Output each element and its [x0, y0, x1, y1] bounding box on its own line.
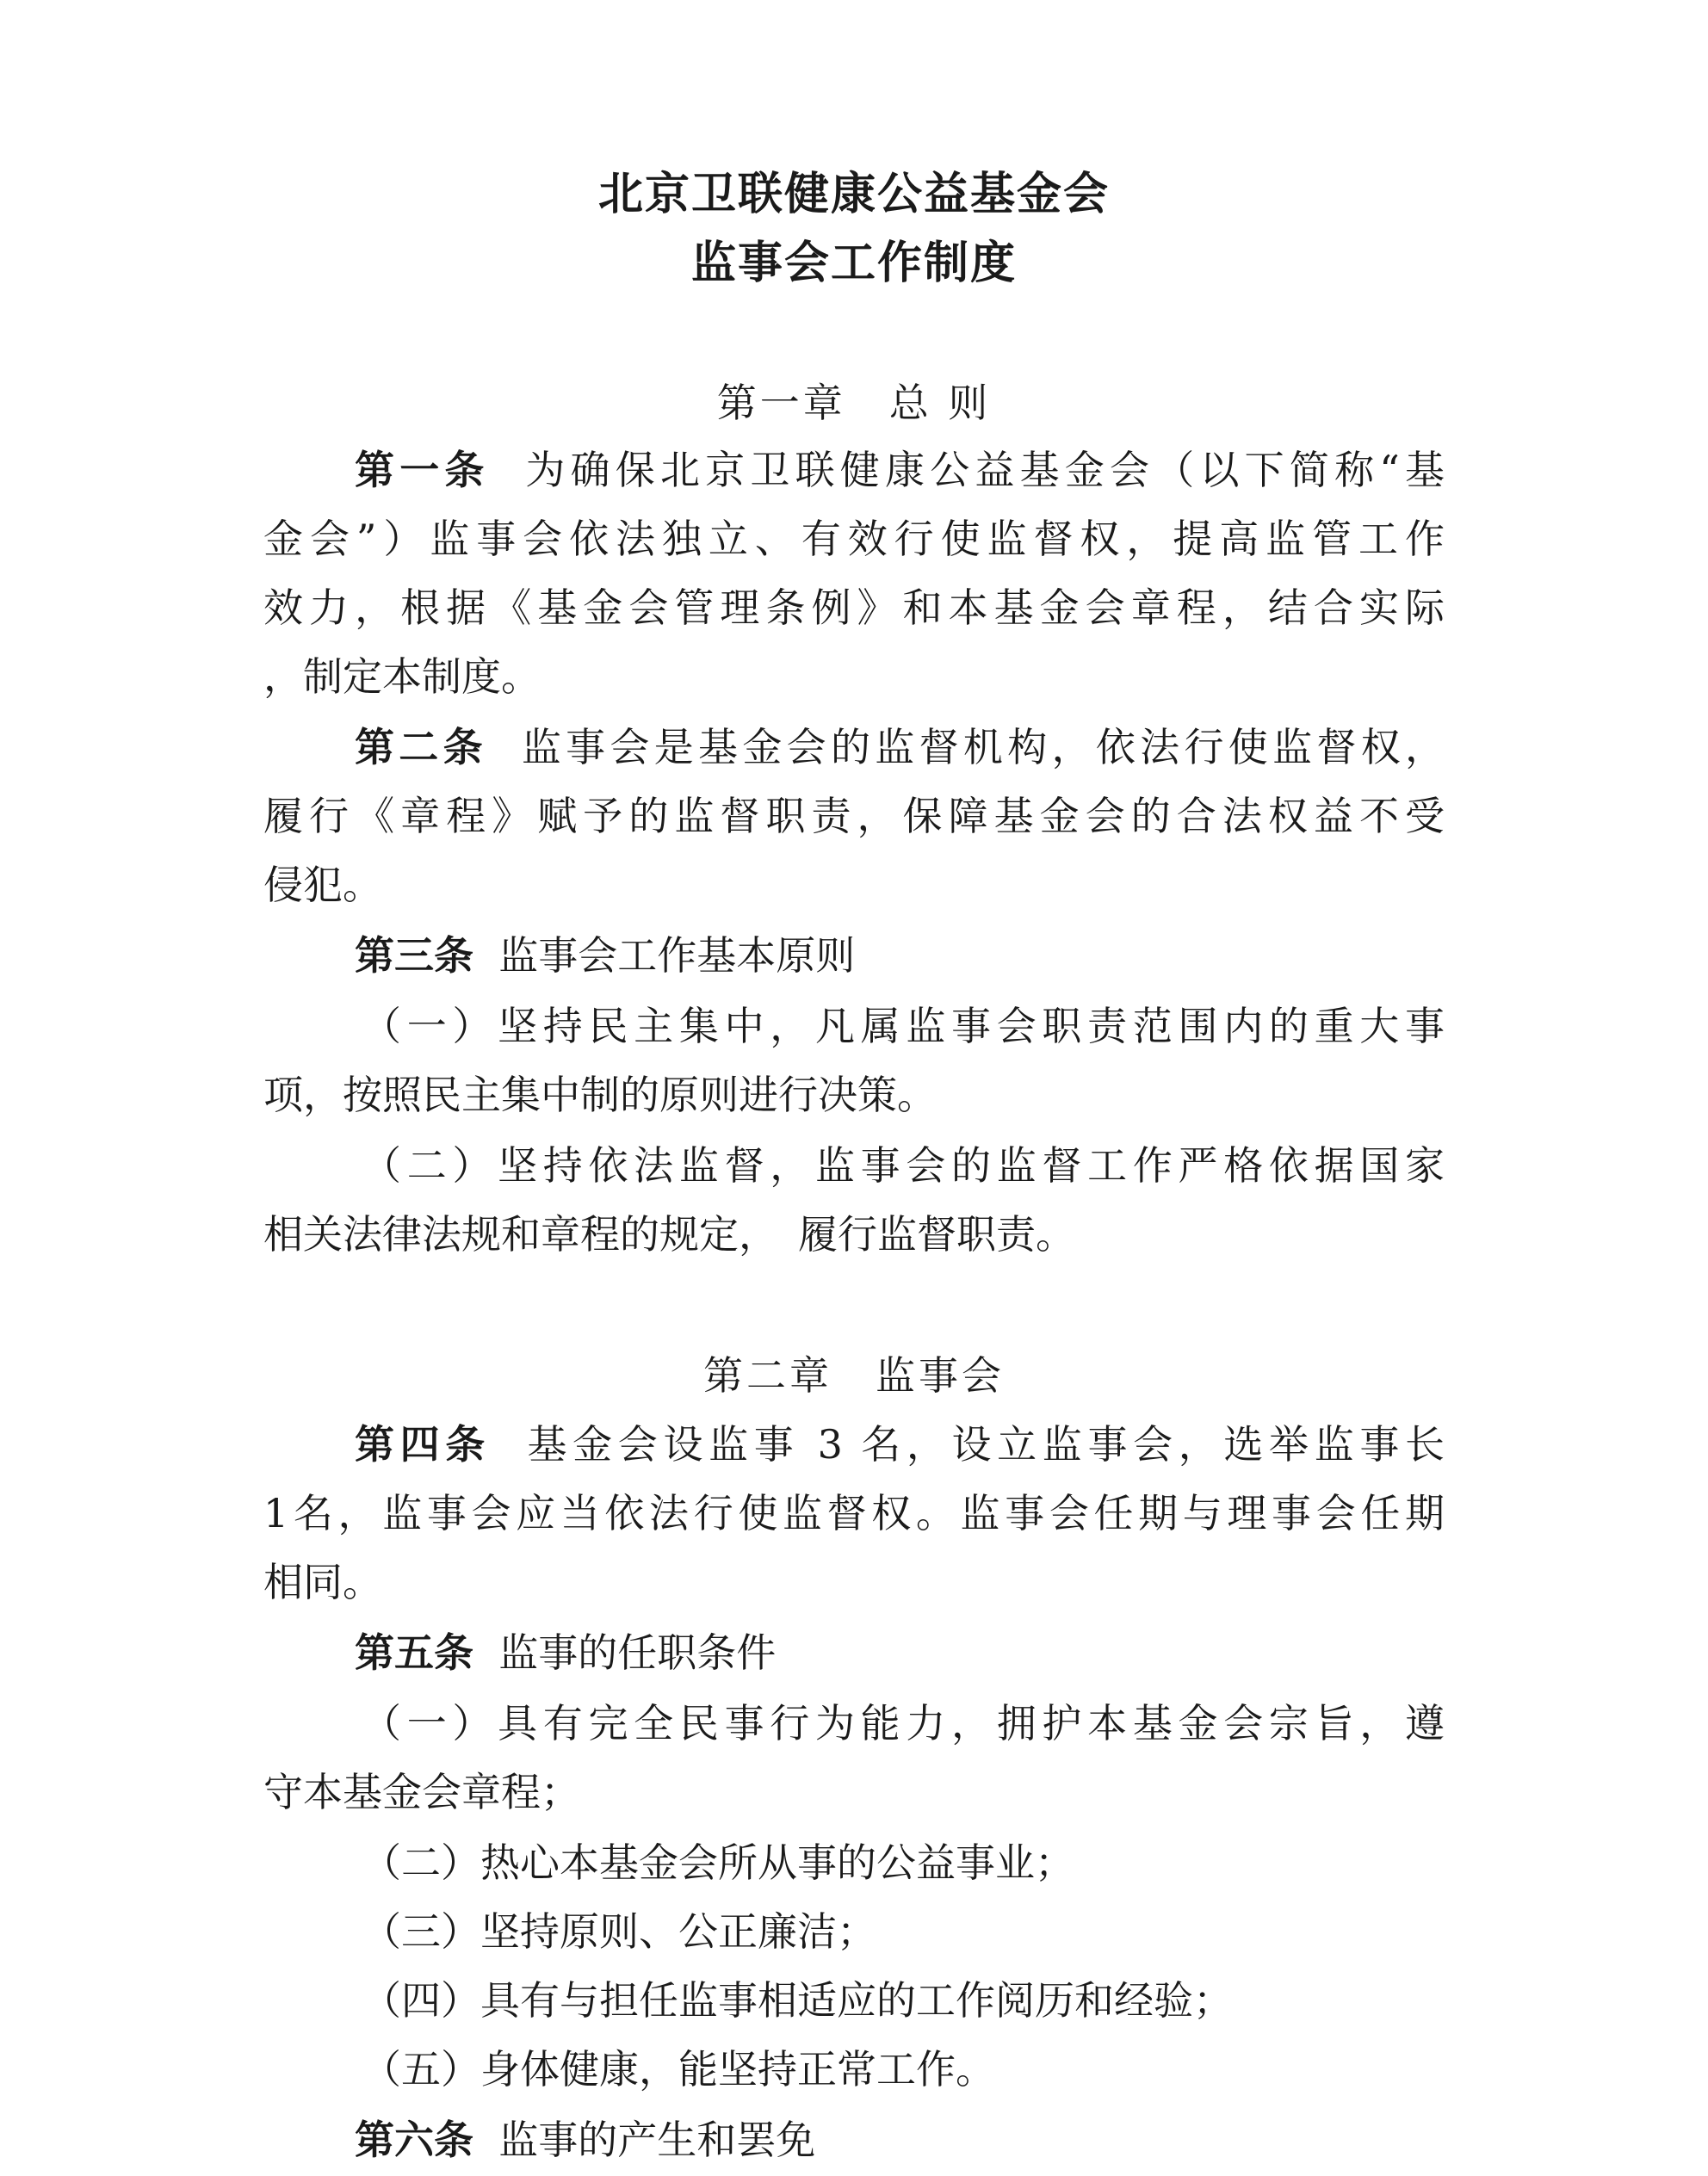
- article-2-line-1: [355, 721, 1445, 773]
- article-1-line-4: ，制定本制度。: [263, 653, 541, 700]
- chapter-1-heading: 第一章 总 则: [716, 380, 992, 426]
- article-3-item-2-line-1: （二）坚持依法监督，监事会的监督工作严格依据国家: [362, 1142, 1445, 1189]
- article-1-text: 为确保北京卫联健康公益基金会（以下简称“基: [525, 447, 1445, 493]
- article-5-item-3: （三）坚持原则、公正廉洁；: [362, 1908, 876, 1955]
- article-5-item-1-line-2: 守本基金会章程；: [263, 1769, 580, 1815]
- article-5-item-1-line-1: （一）具有完全民事行为能力，拥护本基金会宗旨，遵: [362, 1700, 1445, 1746]
- article-5-item-2: （二）热心本基金会所从事的公益事业；: [362, 1839, 1074, 1886]
- article-5-item-5: （五）身体健康，能坚持正常工作。: [362, 2046, 995, 2093]
- document-subtitle: 监事会工作制度: [690, 237, 1017, 289]
- article-1-line-2: 金会”）监事会依法独立、有效行使监督权，提高监管工作: [263, 516, 1445, 562]
- article-4-text: 基金会设监事 3 名，设立监事会，选举监事长: [527, 1421, 1445, 1468]
- article-6-label: 第六条: [355, 2117, 473, 2163]
- article-6-title: 监事的产生和罢免: [498, 2117, 816, 2163]
- article-2-line-3: 侵犯。: [263, 862, 382, 908]
- article-3-title: 监事会工作基本原则: [498, 932, 856, 979]
- article-5-item-4: （四）具有与担任监事相适应的工作阅历和经验；: [362, 1977, 1233, 2024]
- article-4-line-3: 相同。: [263, 1559, 382, 1605]
- article-3-item-1-line-1: （一）坚持民主集中，凡属监事会职责范围内的重大事: [362, 1003, 1445, 1049]
- chapter-2-heading: 第二章 监事会: [703, 1352, 1005, 1399]
- article-3-label: 第三条: [355, 932, 473, 979]
- article-2-text: 监事会是基金会的监督机构，依法行使监督权，: [521, 724, 1445, 770]
- article-4-line-2: 1名，监事会应当依法行使监督权。监事会任期与理事会任期: [263, 1490, 1445, 1536]
- article-3-item-2-line-2: 相关法律法规和章程的规定， 履行监督职责。: [263, 1211, 1075, 1258]
- document-title: 北京卫联健康公益基金会: [597, 168, 1110, 220]
- article-4-line-1: [355, 1419, 1445, 1470]
- article-2-label: 第二条: [355, 724, 487, 770]
- article-3-item-1-line-2: 项，按照民主集中制的原则进行决策。: [263, 1072, 937, 1118]
- article-5-title: 监事的任职条件: [498, 1629, 777, 1676]
- article-2-line-2: 履行《章程》赋予的监督职责，保障基金会的合法权益不受: [263, 793, 1445, 839]
- article-1-line-3: 效力，根据《基金会管理条例》和本基金会章程，结合实际: [263, 584, 1445, 631]
- article-1-label: 第一条: [355, 447, 490, 493]
- article-5-heading: [355, 1627, 1445, 1678]
- article-5-label: 第五条: [355, 1629, 473, 1676]
- article-1-line-1: [355, 444, 1445, 496]
- article-6-heading: [355, 2114, 1445, 2166]
- article-3-heading: [355, 930, 1445, 981]
- article-4-label: 第四条: [355, 1421, 491, 1468]
